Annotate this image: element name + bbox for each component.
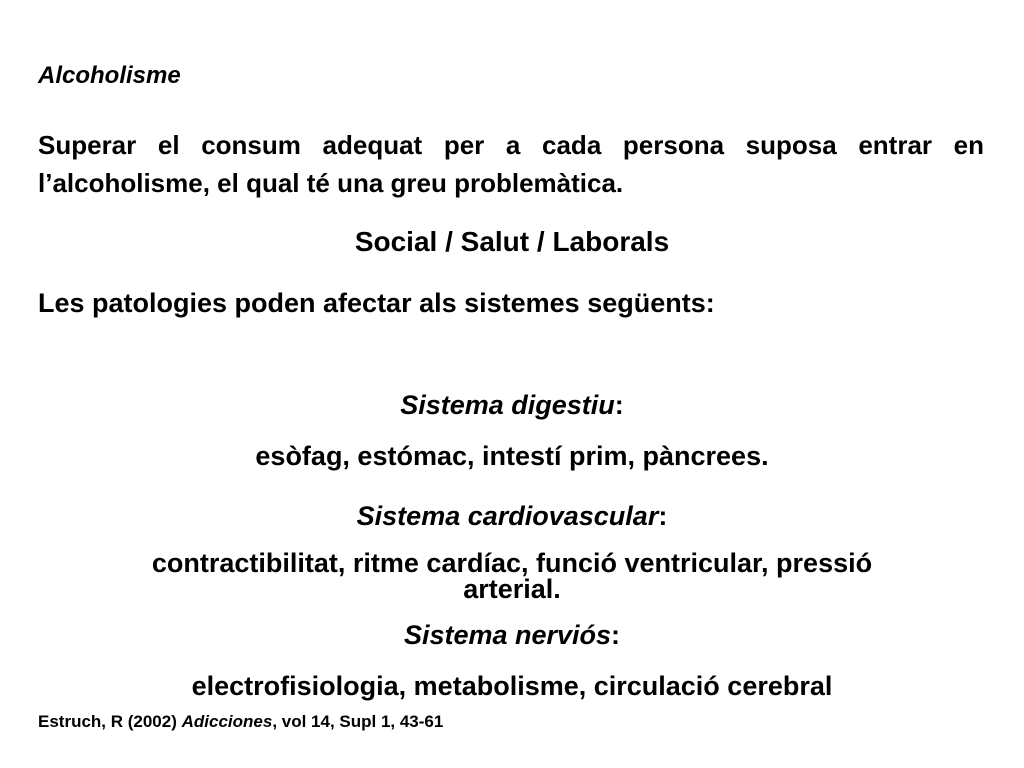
system-heading-nervous [0, 622, 1024, 649]
system-details-digestive: esòfag, estómac, intestí prim, pàncrees. [255, 441, 769, 471]
citation [38, 713, 443, 730]
slide-title: Alcoholisme [38, 62, 181, 89]
systems-lead: Les patologies poden afectar als sistemes següents: [38, 288, 715, 318]
system-heading-digestive [0, 392, 1024, 419]
intro-paragraph: Superar el consum adequat per a cada persona suposa entrar en l’alcoholisme, el qual té una greu problemàtica. [38, 130, 984, 198]
system-colon: : [614, 390, 624, 420]
citation-authors: Estruch, R (2002) [38, 712, 182, 731]
system-heading-cardiovascular [0, 503, 1024, 530]
impact-categories: Social / Salut / Laborals [354, 226, 670, 257]
system-details-nervous: electrofisiologia, metabolisme, circulació cerebral [191, 671, 833, 701]
citation-details: , vol 14, Supl 1, 43-61 [272, 712, 444, 731]
system-name: Sistema cardiovascular [356, 501, 659, 531]
system-details-cardiovascular: contractibilitat, ritme cardíac, funció ventricular, pressió [151, 548, 873, 578]
system-colon: : [611, 620, 621, 650]
system-name: Sistema digestiu [400, 390, 615, 420]
citation-journal: Adicciones [181, 712, 273, 731]
system-name: Sistema nerviós [403, 620, 612, 650]
system-colon: : [658, 501, 668, 531]
system-details-cardiovascular-continued: arterial. [463, 574, 561, 604]
